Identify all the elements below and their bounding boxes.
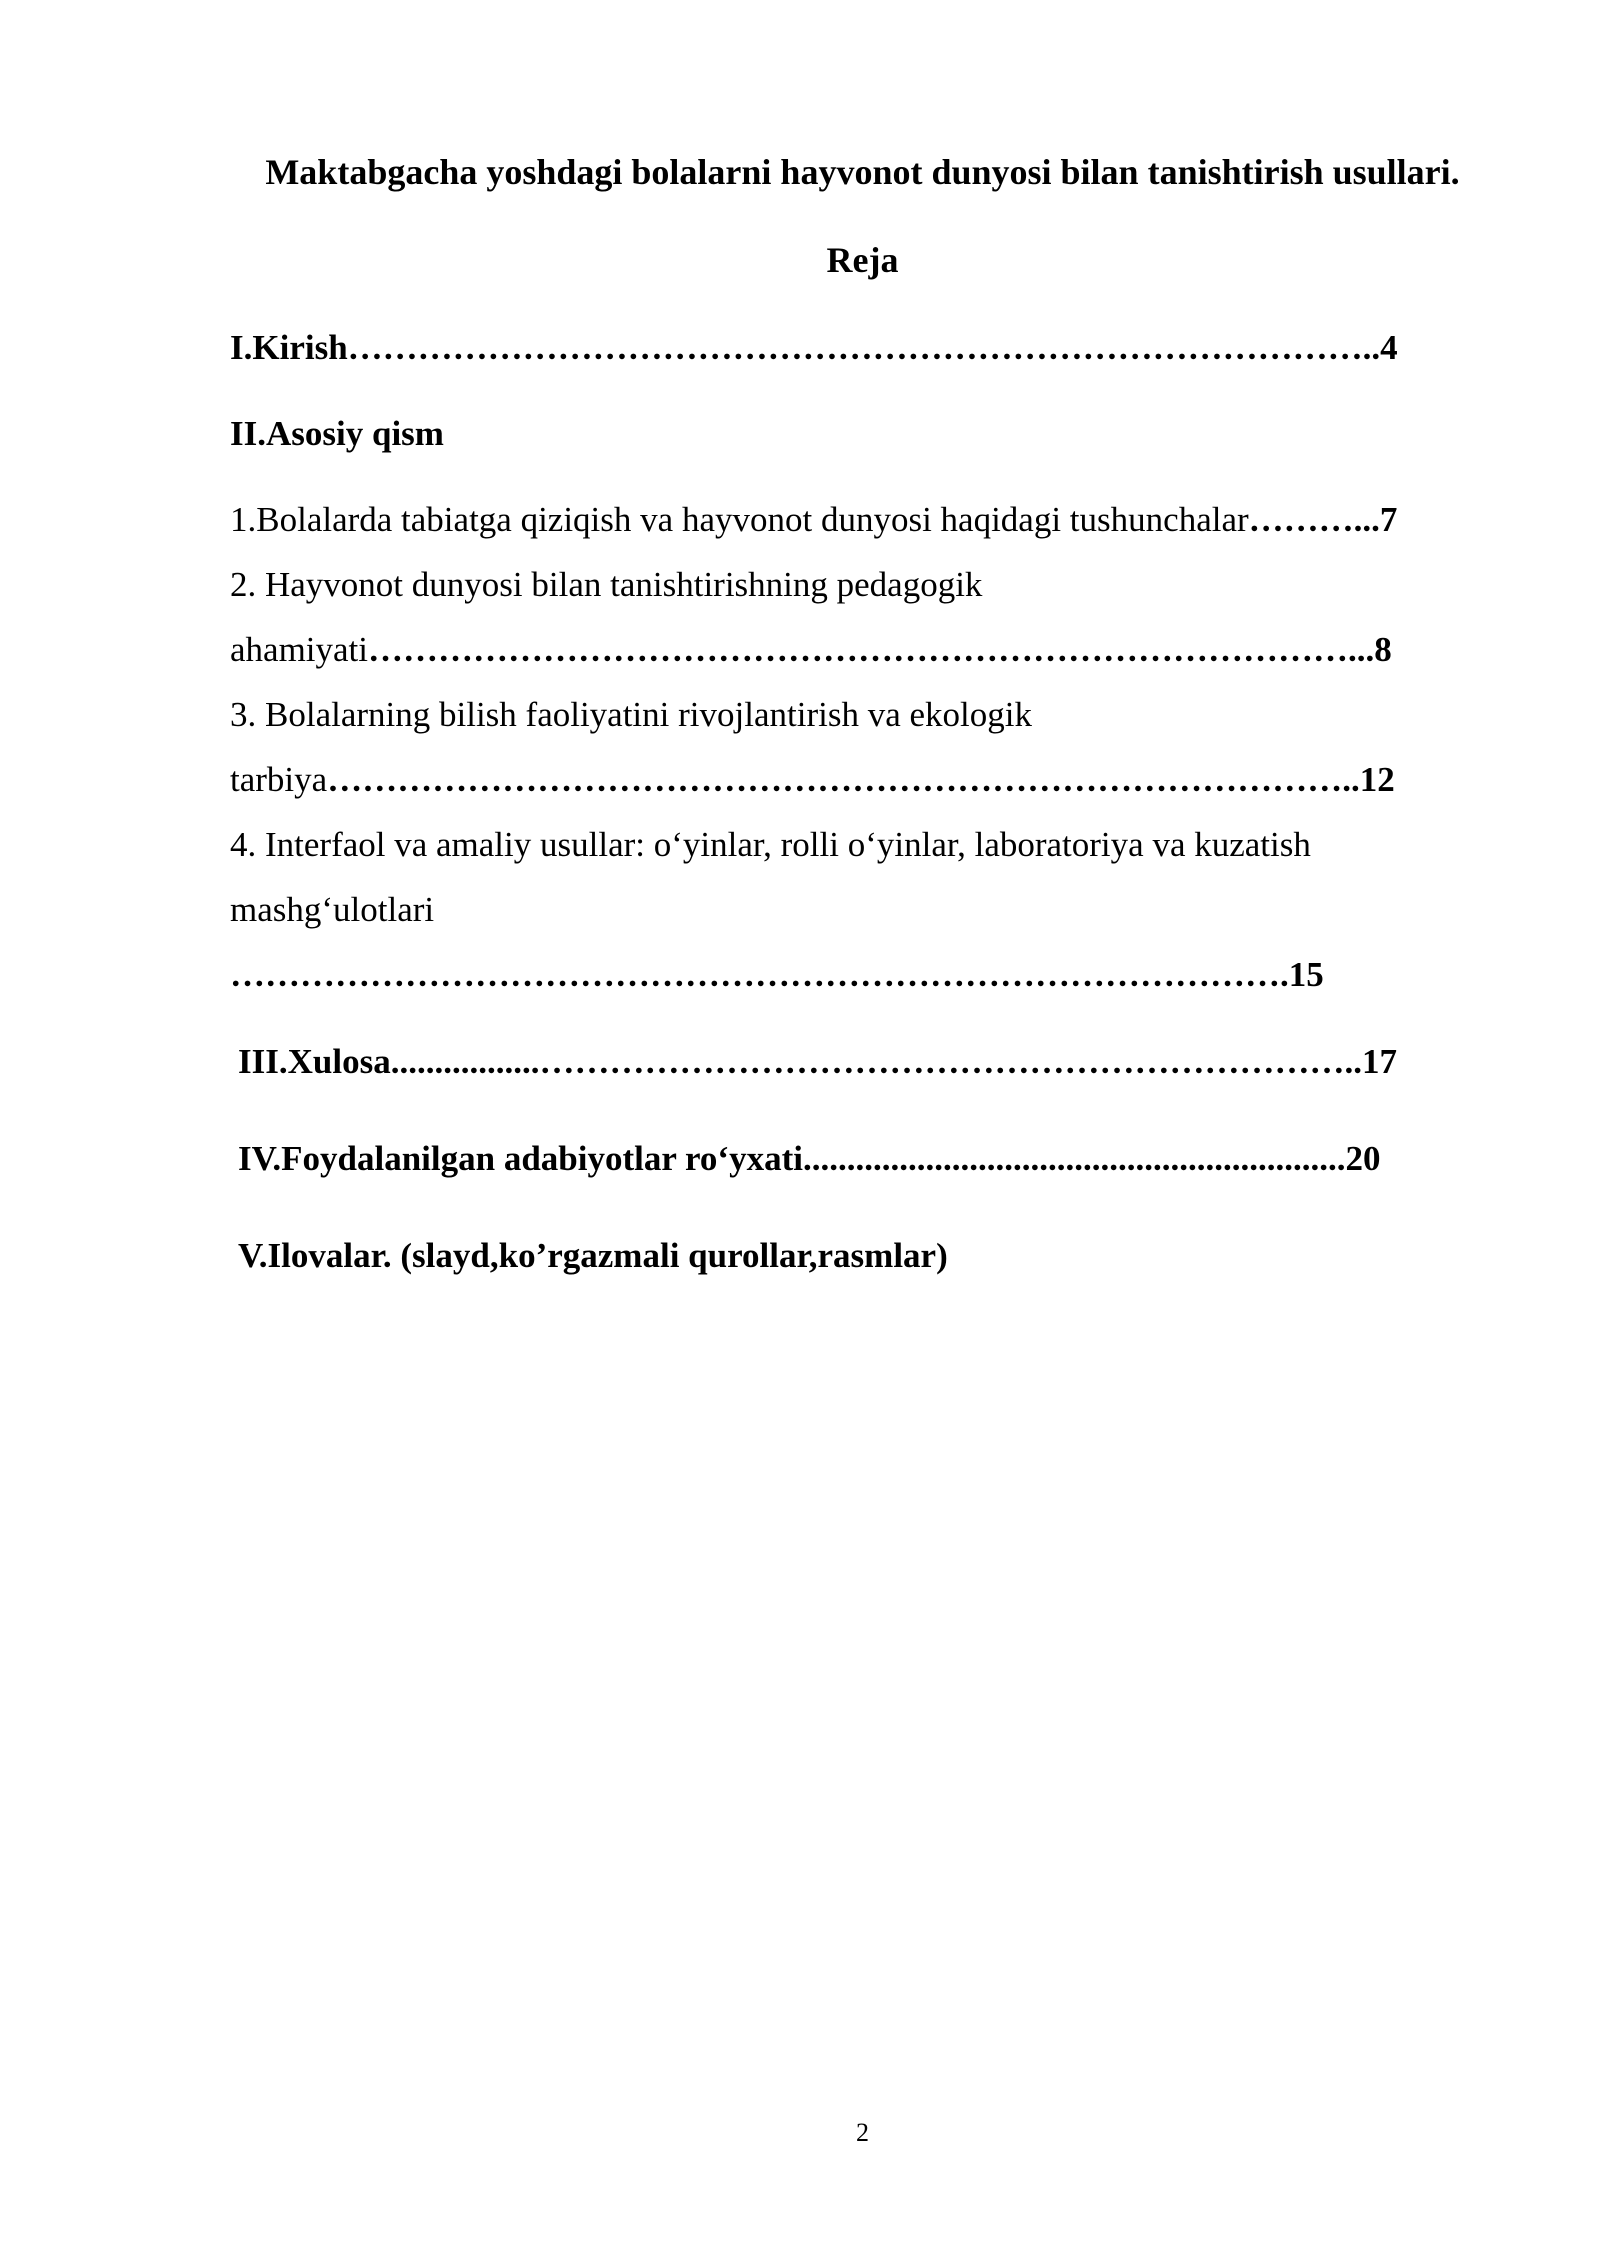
toc-entry-item-2-line-1: 2. Hayvonot dunyosi bilan tanishtirishning pedagogik xyxy=(230,565,983,604)
document-title: Maktabgacha yoshdagi bolalarni hayvonot dunyosi bilan tanishtirish usullari. xyxy=(265,152,1460,192)
page-number: 2 xyxy=(856,2118,869,2147)
toc-entry-asosiy-qism: II.Asosiy qism xyxy=(230,414,444,453)
toc-item-2-leader: …………………………………………………………………………...8 xyxy=(368,630,1392,669)
toc-item-1-leader: ………...7 xyxy=(1248,500,1398,539)
toc-entry-adabiyotlar: IV.Foydalanilgan adabiyotlar ro‘yxati..............................................................20 xyxy=(238,1139,1381,1178)
toc-entry-kirish: I.Kirish……………………………………………………………………………..4 xyxy=(230,328,1398,367)
toc-item-2-text: ahamiyati xyxy=(230,630,369,669)
toc-item-3-text: tarbiya xyxy=(230,760,328,799)
plan-heading: Reja xyxy=(826,240,899,280)
toc-item-3-leader: ……………………………………………………………………………..12 xyxy=(327,760,1395,799)
toc-entry-item-2-line-2 xyxy=(230,628,1492,672)
toc-entry-item-3-line-1: 3. Bolalarning bilish faoliyatini rivojlantirish va ekologik xyxy=(230,695,1032,734)
toc-item-1-text: 1.Bolalarda tabiatga qiziqish va hayvonot dunyosi haqidagi tushunchalar xyxy=(230,500,1249,539)
toc-entry-item-4-line-1: 4. Interfaol va amaliy usullar: o‘yinlar, rolli o‘yinlar, laboratoriya va kuzatish xyxy=(230,825,1311,864)
toc-entry-item-1 xyxy=(230,498,1492,542)
toc-entry-item-3-line-2 xyxy=(230,758,1492,802)
toc-entry-ilovalar: V.Ilovalar. (slayd,ko’rgazmali qurollar,rasmlar) xyxy=(238,1236,948,1275)
toc-entry-item-4-line-2: mashg‘ulotlari xyxy=(230,890,435,929)
toc-entry-xulosa: III.Xulosa.................……………………………………………………………..17 xyxy=(238,1042,1397,1081)
toc-entry-item-4-line-3: ……………………………………………………………………………….15 xyxy=(230,955,1324,994)
